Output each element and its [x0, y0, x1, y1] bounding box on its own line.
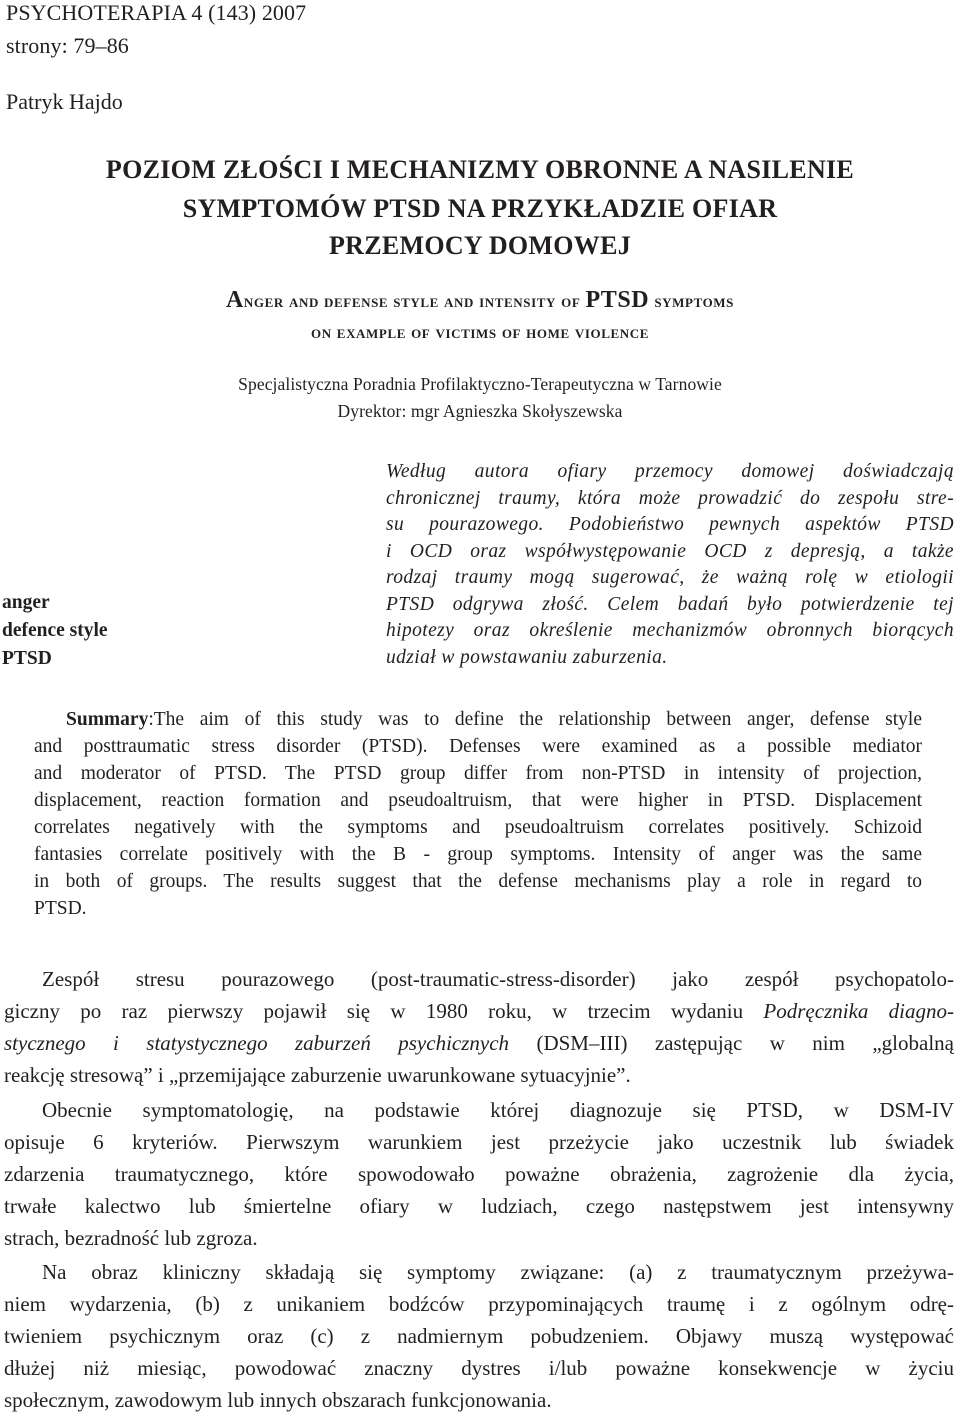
body-line: [4, 1031, 954, 1056]
body-line-last: społecznym, zawodowym lub innych obszarach funkcjonowania.: [4, 1388, 552, 1412]
title-en-acronym: PTSD: [585, 287, 650, 313]
abstract-line: chronicznej traumy, która może prowadzić do zespołu stre-: [386, 488, 954, 509]
summary-label: Summary: [66, 709, 149, 730]
summary-line: and moderator of PTSD. The PTSD group differ from non-PTSD in intensity of projection,: [34, 763, 922, 784]
abstract-line: su pourazowego. Podobieństwo pewnych aspektów PTSD: [386, 514, 954, 535]
body-line: Obecnie symptomatologię, na podstawie której diagnozuje się PTSD, w DSM-IV: [42, 1098, 954, 1122]
body-line: [4, 999, 954, 1024]
summary-line: and posttraumatic stress disorder (PTSD). Defenses were examined as a possible mediator: [34, 736, 922, 757]
body-line: opisuje 6 kryteriów. Pierwszym warunkiem jest przeżycie jako uczestnik lub świadek: [4, 1130, 954, 1154]
summary-first-text: :The aim of this study was to define the relationship between anger, defense style: [148, 709, 922, 730]
body-line: trwałe kalectwo lub śmiertelne ofiary w ludziach, czego następstwem jest intensywny: [4, 1194, 954, 1218]
book-title: stycznego i statystycznego zaburzeń psychicznych: [4, 1031, 510, 1055]
body-line: zdarzenia traumatycznego, które spowodowało poważne obrażenia, zagrożenie dla życia,: [4, 1162, 954, 1186]
body-line: twieniem psychicznym oraz (c) z nadmiernym pobudzeniem. Objawy muszą występować: [4, 1324, 954, 1348]
abstract-line: Według autora ofiary przemocy domowej doświadczają: [386, 461, 954, 482]
title-en-line-2: on example of victims of home violence: [311, 322, 649, 342]
summary-line: displacement, reaction formation and pseudoaltruism, that were higher in PTSD. Displacement: [34, 790, 922, 811]
abstract-line: i OCD oraz współwystępowanie OCD z depresją, a także: [386, 541, 954, 562]
title-en-rest: nger and defense style and intensity of: [243, 291, 586, 311]
title-pl-line-1: POZIOM ZŁOŚCI I MECHANIZMY OBRONNE A NASILENIE: [105, 155, 855, 184]
book-title: Podręcznika diagno-: [763, 999, 954, 1023]
summary-line-last: PTSD.: [34, 898, 87, 919]
body-text: (DSM–III) zastępując w nim „globalną: [509, 1031, 954, 1055]
summary-line: fantasies correlate positively with the B - group symptoms. Intensity of anger was the same: [34, 844, 922, 865]
summary-line: in both of groups. The results suggest that the defense mechanisms play a role in regard to: [34, 871, 922, 892]
affiliation-director: Dyrektor: mgr Agnieszka Skołyszewska: [337, 401, 623, 421]
keyword-ptsd: PTSD: [2, 648, 52, 669]
title-pl-line-2: SYMPTOMÓW PTSD NA PRZYKŁADZIE OFIAR: [182, 194, 778, 223]
keyword-anger: anger: [2, 592, 50, 613]
body-line-last: strach, bezradność lub zgroza.: [4, 1226, 258, 1250]
author-name: Patryk Hajdo: [6, 89, 123, 114]
title-en-line-1: [0, 287, 960, 314]
abstract-line: rodzaj traumy mogą sugerować, że ważną rolę w etiologii: [386, 567, 954, 588]
body-line: niem wydarzenia, (b) z unikaniem bodźców przypominających traumę i z ogólnym odrę-: [4, 1292, 954, 1316]
title-en-end: symptoms: [649, 291, 735, 311]
abstract-line: PTSD odgrywa złość. Celem badań było potwierdzenie tej: [386, 594, 954, 615]
body-line: dłużej niż miesiąc, powodować znaczny dystres i/lub poważne konsekwencje w życiu: [4, 1356, 954, 1380]
body-line: Zespół stresu pourazowego (post-traumatic-stress-disorder) jako zespół psychopatolo-: [42, 967, 954, 991]
title-en-initial: A: [225, 287, 244, 313]
page-range: strony: 79–86: [6, 33, 129, 58]
title-pl-line-3: PRZEMOCY DOMOWEJ: [328, 231, 632, 260]
journal-header: PSYCHOTERAPIA 4 (143) 2007: [6, 0, 307, 25]
body-line-last: reakcję stresową” i „przemijające zaburzenie uwarunkowane sytuacyjnie”.: [4, 1063, 631, 1087]
affiliation-institution: Specjalistyczna Poradnia Profilaktyczno-Terapeutyczna w Tarnowie: [238, 374, 722, 394]
body-text: giczny po raz pierwszy pojawił się w 1980 roku, w trzecim wydaniu: [4, 999, 764, 1023]
body-line: Na obraz kliniczny składają się symptomy związane: (a) z traumatycznym przeżywa-: [42, 1260, 954, 1284]
abstract-line: hipotezy oraz określenie mechanizmów obronnych biorących: [386, 620, 954, 641]
keyword-defence-style: defence style: [2, 620, 108, 641]
abstract-line-last: udział w powstawaniu zaburzenia.: [386, 647, 668, 668]
summary-line-first: [66, 709, 922, 731]
summary-line: correlates negatively with the symptoms and pseudoaltruism correlates positively. Schizoid: [34, 817, 922, 838]
